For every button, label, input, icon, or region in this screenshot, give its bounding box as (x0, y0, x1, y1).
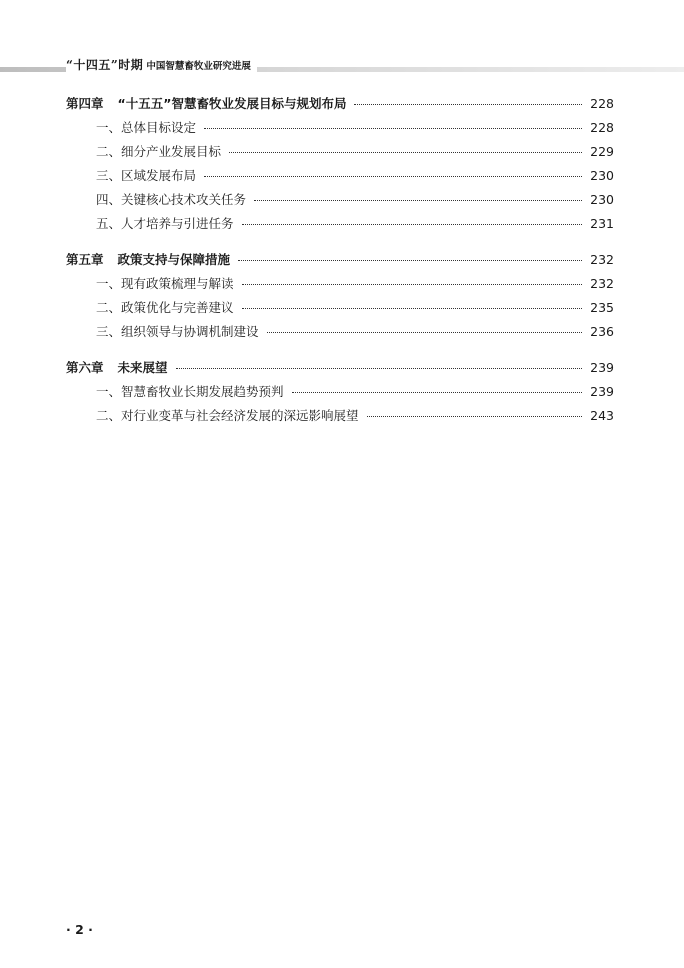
section-title: 一、智慧畜牧业长期发展趋势预判 (96, 384, 284, 399)
chapter-title: 未来展望 (117, 360, 168, 375)
section-title: 五、人才培养与引进任务 (96, 216, 234, 231)
toc-chapter-4[interactable] (66, 92, 614, 116)
toc-chapter-5[interactable] (66, 248, 614, 272)
toc-entry[interactable] (66, 272, 614, 296)
page-number: 239 (590, 360, 614, 375)
section-title: 三、组织领导与协调机制建设 (96, 324, 259, 339)
toc-entry[interactable] (66, 188, 614, 212)
toc-entry[interactable] (66, 320, 614, 344)
chapter-number: 第四章 (66, 96, 104, 111)
dot-leader (267, 332, 583, 333)
toc-entry[interactable] (66, 164, 614, 188)
page-number: 228 (590, 96, 614, 111)
dot-leader (367, 416, 583, 417)
dot-leader (242, 308, 583, 309)
page-number: 230 (590, 168, 614, 183)
section-title: 一、现有政策梳理与解读 (96, 276, 234, 291)
toc-entry[interactable] (66, 212, 614, 236)
toc-entry[interactable] (66, 296, 614, 320)
toc-entry[interactable] (66, 404, 614, 428)
dot-leader (176, 368, 583, 369)
header-book-title: 中国智慧畜牧业研究进展 (146, 61, 251, 72)
page-number: 239 (590, 384, 614, 399)
dot-leader (204, 176, 582, 177)
toc-entry[interactable] (66, 140, 614, 164)
dot-leader (204, 128, 582, 129)
page-number: 235 (590, 300, 614, 315)
section-title: 二、细分产业发展目标 (96, 144, 222, 159)
toc-chapter-6[interactable] (66, 356, 614, 380)
page-number: 232 (590, 252, 614, 267)
page-number: 228 (590, 120, 614, 135)
page-folio: · 2 · (66, 922, 93, 937)
page-number: 243 (590, 408, 614, 423)
dot-leader (238, 260, 582, 261)
section-title: 一、总体目标设定 (96, 120, 197, 135)
page-number: 230 (590, 192, 614, 207)
toc-entry[interactable] (66, 380, 614, 404)
chapter-title: 政策支持与保障措施 (117, 252, 231, 267)
header-title (66, 56, 257, 72)
chapter-title: “十五五”智慧畜牧业发展目标与规划布局 (117, 96, 347, 111)
dot-leader (292, 392, 583, 393)
page-number: 236 (590, 324, 614, 339)
dot-leader (229, 152, 582, 153)
toc-entry[interactable] (66, 116, 614, 140)
page-number: 232 (590, 276, 614, 291)
section-title: 四、关键核心技术攻关任务 (96, 192, 247, 207)
section-title: 二、政策优化与完善建议 (96, 300, 234, 315)
dot-leader (242, 224, 583, 225)
header-series-title: “十四五”时期 (66, 58, 144, 72)
page-number: 231 (590, 216, 614, 231)
chapter-number: 第六章 (66, 360, 104, 375)
page-number: 229 (590, 144, 614, 159)
dot-leader (354, 104, 582, 105)
dot-leader (242, 284, 583, 285)
running-header (0, 56, 684, 76)
section-title: 二、对行业变革与社会经济发展的深远影响展望 (96, 408, 359, 423)
table-of-contents (66, 92, 614, 428)
chapter-number: 第五章 (66, 252, 104, 267)
dot-leader (254, 200, 582, 201)
section-title: 三、区域发展布局 (96, 168, 197, 183)
